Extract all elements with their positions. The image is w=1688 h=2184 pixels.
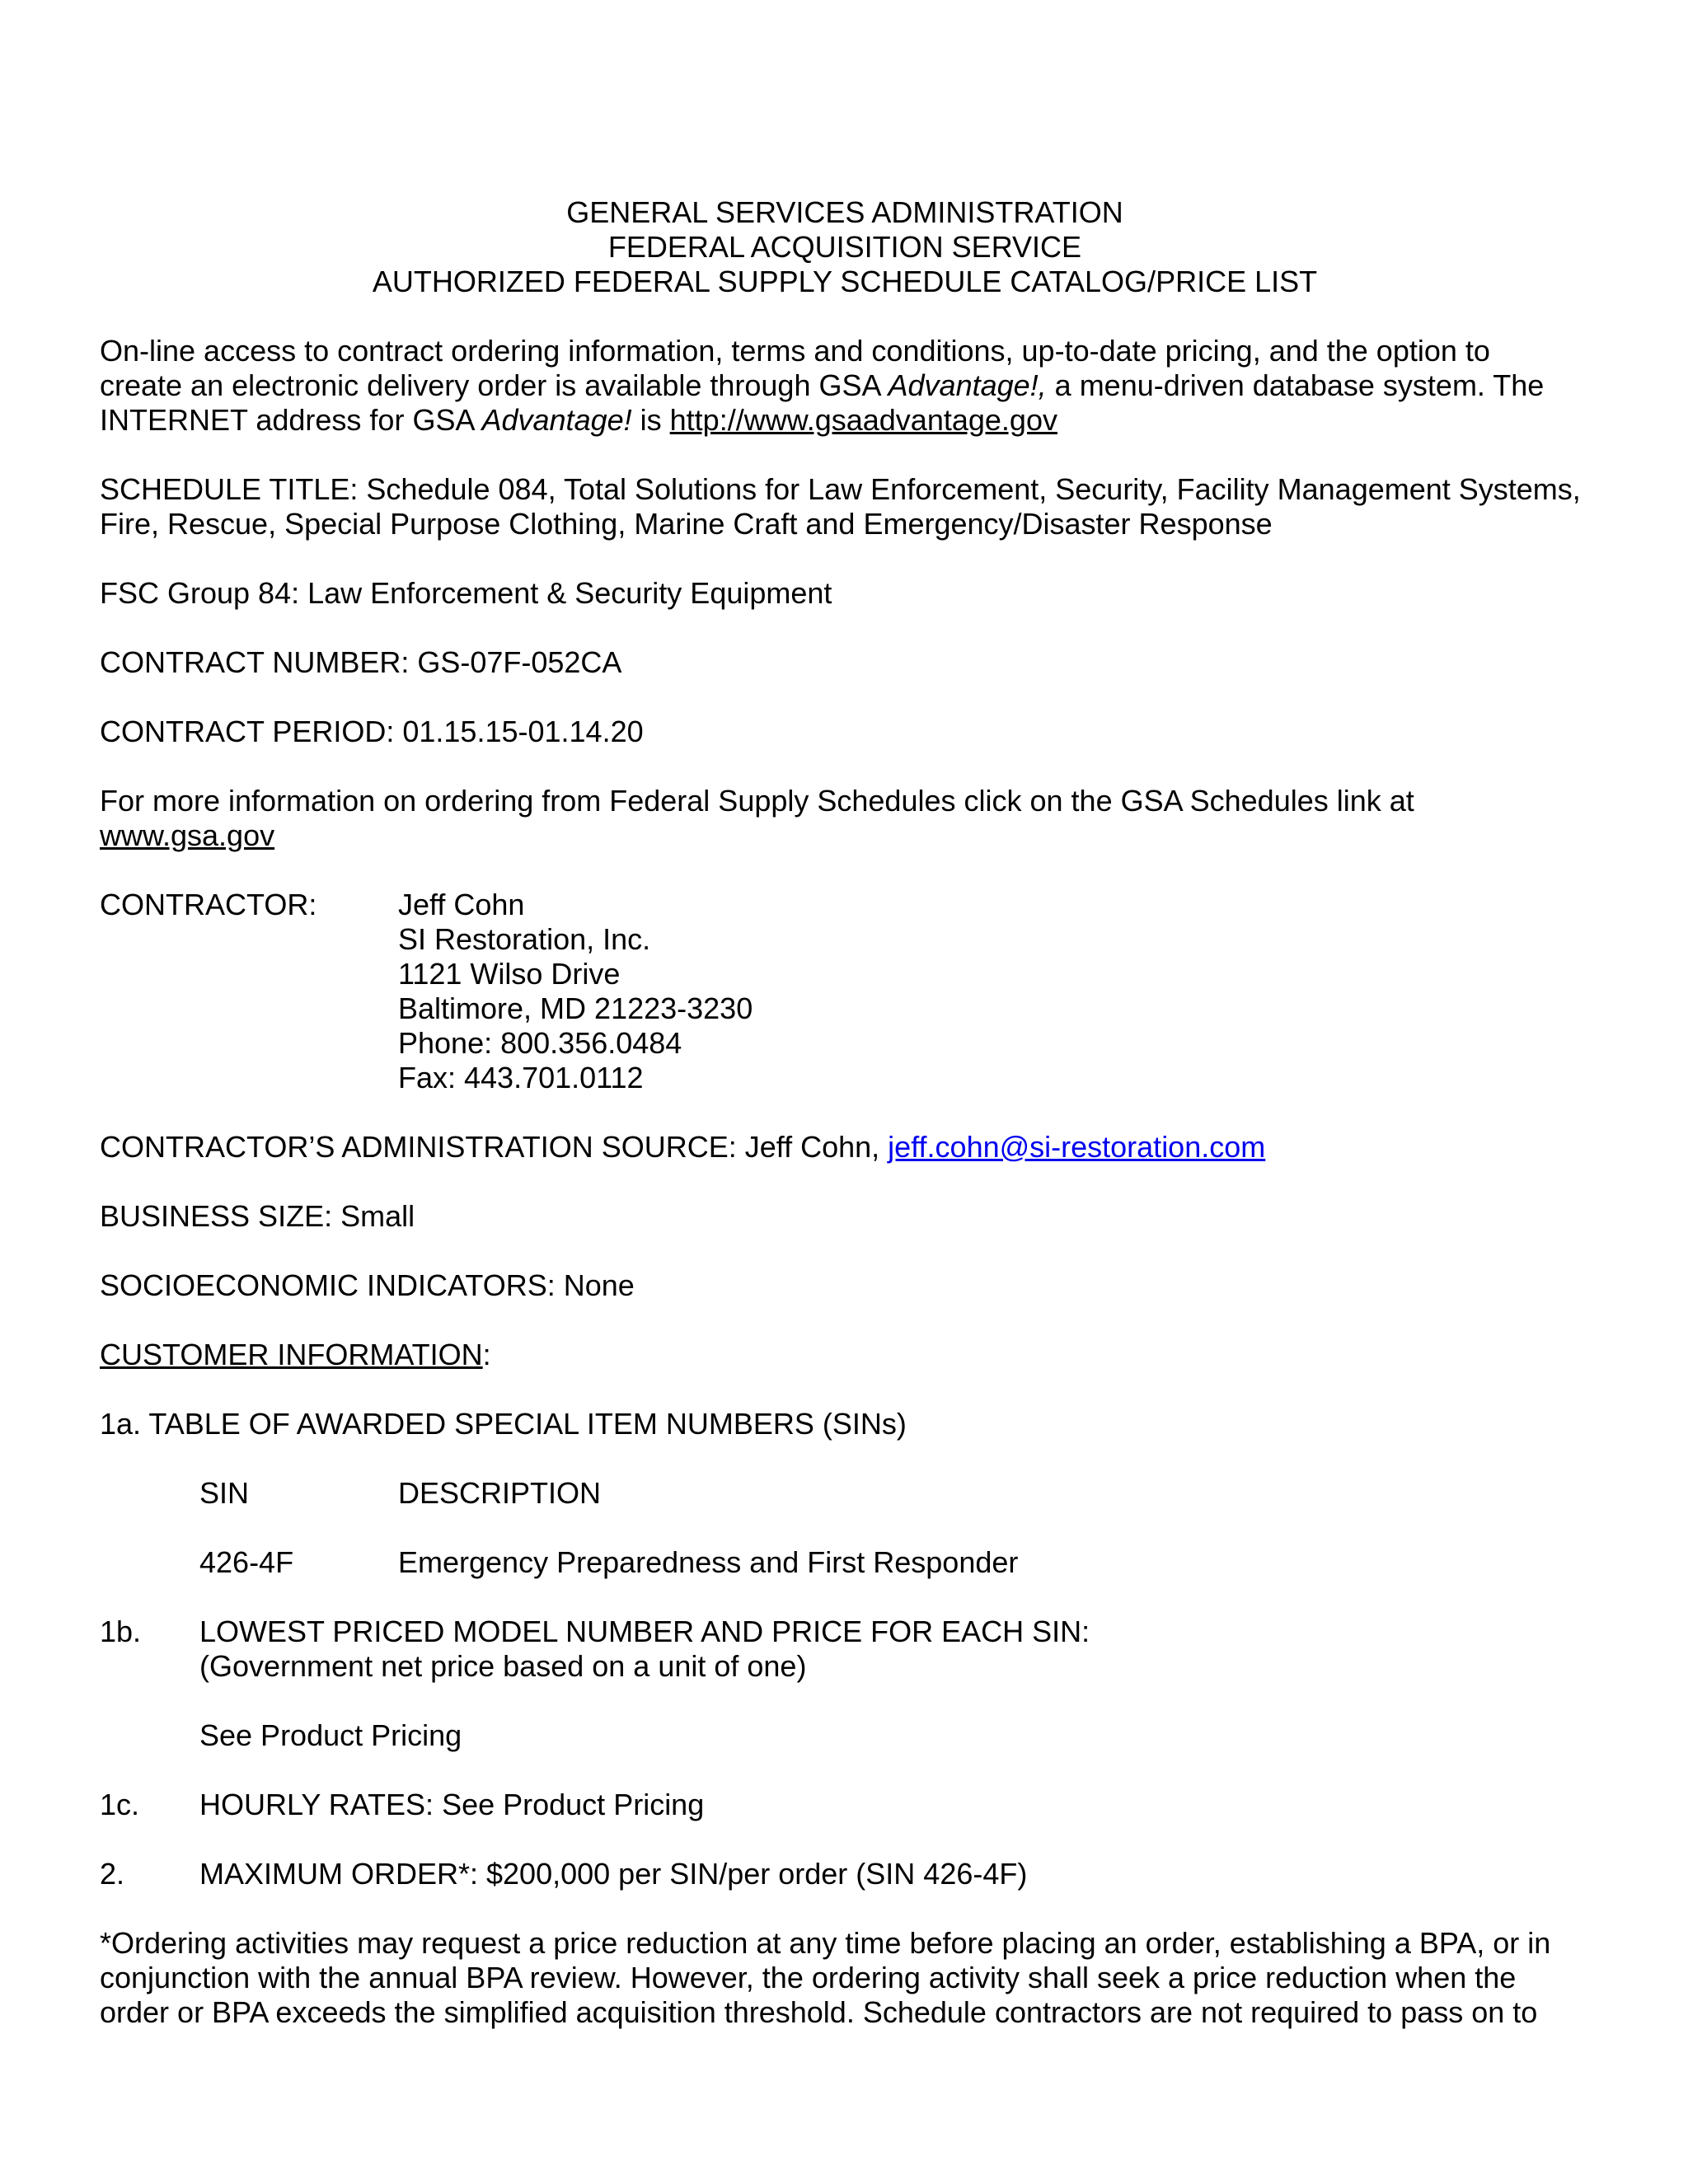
see-product-pricing: See Product Pricing <box>199 1718 462 1752</box>
intro-line: create an electronic delivery order is available through GSA Advantage!, a menu-driven database system. The <box>100 368 1545 402</box>
contractor-street: 1121 Wilso Drive <box>398 957 621 991</box>
gsa-advantage-link[interactable]: http://www.gsaadvantage.gov <box>669 403 1057 437</box>
fsc-group: FSC Group 84: Law Enforcement & Security Equipment <box>100 576 832 610</box>
description-column-header: DESCRIPTION <box>398 1476 602 1510</box>
contractor-address <box>398 888 753 1095</box>
intro-paragraph <box>100 334 1649 438</box>
header-catalog-title: AUTHORIZED FEDERAL SUPPLY SCHEDULE CATALOG/PRICE LIST <box>372 265 1318 298</box>
item-2: 2. MAXIMUM ORDER*: $200,000 per SIN/per order (SIN 426-4F) <box>100 1857 1028 1891</box>
contract-period: CONTRACT PERIOD: 01.15.15-01.14.20 <box>100 715 644 748</box>
sin-table-heading: 1a. TABLE OF AWARDED SPECIAL ITEM NUMBERS (SINs) <box>100 1407 907 1441</box>
table-row <box>100 1545 1649 1580</box>
business-size: BUSINESS SIZE: Small <box>100 1199 415 1233</box>
document-page <box>100 195 1649 2030</box>
contractor-fax: Fax: 443.701.0112 <box>398 1061 644 1094</box>
sin-column-header: SIN <box>199 1476 250 1510</box>
document-header <box>100 195 1590 299</box>
admin-email-link[interactable]: jeff.cohn@si-restoration.com <box>888 1130 1266 1164</box>
header-service: FEDERAL ACQUISITION SERVICE <box>607 230 1082 264</box>
intro-line: INTERNET address for GSA Advantage! is http://www.gsaadvantage.gov <box>100 403 1057 437</box>
footnote-paragraph: *Ordering activities may request a price reduction at any time before placing an order, establishing a BPA, or in conjunction with the annual BPA review. However, the ordering activity shall seek a price reduction when the order or BPA exceeds the simplified acquisition threshold. Schedule contractors are not required to pass on to <box>100 1926 1551 2029</box>
sin-table-header <box>100 1476 1649 1511</box>
contract-number: CONTRACT NUMBER: GS-07F-052CA <box>100 645 622 679</box>
admin-source: CONTRACTOR’S ADMINISTRATION SOURCE: Jeff Cohn, jeff.cohn@si-restoration.com <box>100 1130 1266 1164</box>
header-agency: GENERAL SERVICES ADMINISTRATION <box>566 195 1123 229</box>
contractor-label: CONTRACTOR: <box>100 888 317 921</box>
schedule-title: SCHEDULE TITLE: Schedule 084, Total Solutions for Law Enforcement, Security, Facility Management Systems, Fire, Rescue, Special Purpose Clothing, Marine Craft and Emergency/Disaster Response <box>100 472 1581 541</box>
contractor-phone: Phone: 800.356.0484 <box>398 1026 682 1060</box>
sin-number: 426-4F <box>199 1545 294 1579</box>
contractor-name: Jeff Cohn <box>398 888 525 921</box>
intro-line: On-line access to contract ordering information, terms and conditions, up-to-date pricing, and the option to <box>100 334 1490 368</box>
contractor-city: Baltimore, MD 21223-3230 <box>398 991 753 1025</box>
item-1c: 1c. HOURLY RATES: See Product Pricing <box>100 1788 705 1821</box>
more-info: For more information on ordering from Federal Supply Schedules click on the GSA Schedules link at www.gsa.gov <box>100 784 1414 852</box>
gsa-gov-link[interactable]: www.gsa.gov <box>100 818 275 852</box>
sin-description: Emergency Preparedness and First Responder <box>398 1545 1019 1579</box>
contractor-company: SI Restoration, Inc. <box>398 922 651 956</box>
customer-information-heading: CUSTOMER INFORMATION: <box>100 1338 491 1371</box>
socioeconomic-indicators: SOCIOECONOMIC INDICATORS: None <box>100 1268 635 1302</box>
item-1b: 1b. LOWEST PRICED MODEL NUMBER AND PRICE FOR EACH SIN: (Government net price based on a unit of one) See Product Pricing <box>100 1615 1090 1752</box>
contractor-block <box>100 888 1649 1095</box>
